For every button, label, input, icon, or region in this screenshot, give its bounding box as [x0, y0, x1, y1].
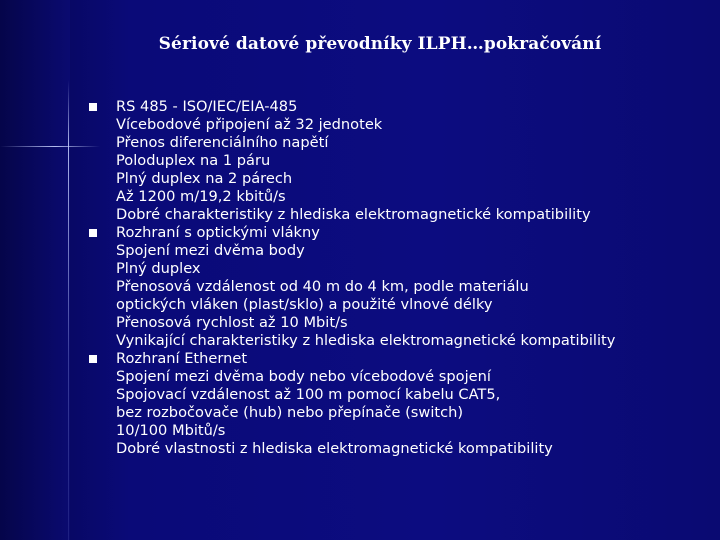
square-bullet-icon — [89, 103, 97, 111]
item-line: Spojení mezi dvěma body — [116, 242, 305, 259]
item-line: Spojovací vzdálenost až 100 m pomocí kabelu CAT5, — [116, 386, 501, 403]
square-bullet-icon — [89, 229, 97, 237]
item-line: optických vláken (plast/sklo) a použité vlnové délky — [116, 296, 493, 313]
bullet-item-optical — [88, 224, 708, 350]
item-line: Plný duplex — [116, 260, 201, 277]
item-line: Přenosová rychlost až 10 Mbit/s — [116, 314, 348, 331]
item-line: RS 485 - ISO/IEC/EIA-485 — [116, 98, 298, 115]
bullet-list — [88, 98, 708, 458]
item-line: Přenos diferenciálního napětí — [116, 134, 329, 151]
item-line: 10/100 Mbitů/s — [116, 422, 226, 439]
square-bullet-icon — [89, 355, 97, 363]
item-line: Rozhraní Ethernet — [116, 350, 248, 367]
left-decor-band — [0, 0, 70, 540]
bullet-item-rs485 — [88, 98, 708, 224]
item-line: bez rozbočovače (hub) nebo přepínače (switch) — [116, 404, 464, 421]
item-line: Dobré charakteristiky z hlediska elektromagnetické kompatibility — [116, 206, 591, 223]
item-line: Až 1200 m/19,2 kbitů/s — [116, 188, 286, 205]
item-line: Vynikající charakteristiky z hlediska elektromagnetické kompatibility — [116, 332, 616, 349]
item-line: Dobré vlastnosti z hlediska elektromagnetické kompatibility — [116, 440, 553, 457]
item-line: Vícebodové připojení až 32 jednotek — [116, 116, 383, 133]
decor-horizontal-line — [0, 146, 100, 147]
item-line: Plný duplex na 2 párech — [116, 170, 293, 187]
item-line: Poloduplex na 1 páru — [116, 152, 271, 169]
bullet-item-ethernet — [88, 350, 708, 458]
item-line: Přenosová vzdálenost od 40 m do 4 km, podle materiálu — [116, 278, 529, 295]
item-line: Rozhraní s optickými vlákny — [116, 224, 320, 241]
slide-title: Sériové datové převodníky ILPH…pokračování — [158, 34, 602, 54]
item-line: Spojení mezi dvěma body nebo vícebodové spojení — [116, 368, 491, 385]
decor-vertical-line — [68, 80, 69, 540]
